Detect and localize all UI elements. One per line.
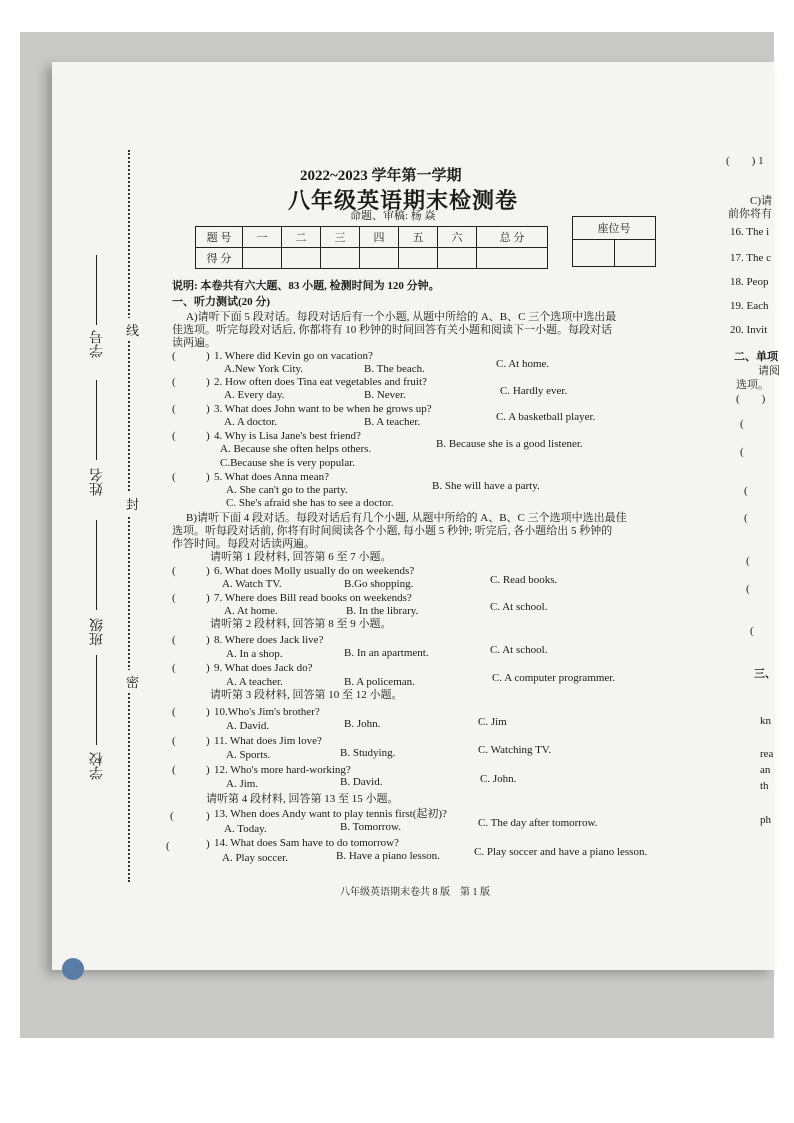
answer-paren: ( xyxy=(172,376,176,388)
seat-number-input[interactable] xyxy=(614,240,656,267)
student-id-label: 学号 xyxy=(90,330,105,358)
score-input[interactable] xyxy=(282,248,321,269)
seal-char-line: 线 xyxy=(126,318,139,341)
score-row-label: 得 分 xyxy=(196,248,243,269)
answer-paren-close: ) xyxy=(206,662,210,674)
option-c: C. She's afraid she has to see a doctor. xyxy=(226,497,394,509)
seal-char-seal: 封 xyxy=(126,492,139,515)
option-c: C. At home. xyxy=(496,358,550,370)
option-c: C. At school. xyxy=(490,601,548,613)
score-cell: 一 xyxy=(243,227,282,248)
option-a: A. A teacher. xyxy=(226,676,283,688)
answer-paren-close: ) xyxy=(206,810,210,822)
option-c: C. John. xyxy=(480,773,517,785)
option-b: B.Go shopping. xyxy=(344,578,414,590)
partA-instruction-2: 佳选项。听完每段对话后, 你都将有 10 秒钟的时间回答有关小题和阅读下一小题。每段对话 xyxy=(172,324,612,336)
option-c: C. At school. xyxy=(490,644,548,656)
score-cell: 二 xyxy=(282,227,321,248)
score-table xyxy=(195,226,548,269)
score-table-score-row xyxy=(196,248,548,269)
score-cell: 四 xyxy=(360,227,399,248)
partB-instruction-2: 选项。听每段对话前, 你将有时间阅读各个小题, 每小题 5 秒钟; 听完后, 各小题给出 5 秒钟的 xyxy=(172,525,613,537)
material-4-note: 请听第 4 段材料, 回答第 13 至 15 小题。 xyxy=(206,793,399,805)
option-a: A. In a shop. xyxy=(226,648,283,660)
right-page-text: 20. Invit xyxy=(730,324,768,336)
seal-char-secret: 密 xyxy=(126,670,139,693)
school-label: 学校 xyxy=(90,752,105,780)
option-b: B. Have a piano lesson. xyxy=(336,850,440,862)
score-cell: 五 xyxy=(399,227,438,248)
option-b: B. Tomorrow. xyxy=(340,821,401,833)
answer-paren-close: ) xyxy=(206,565,210,577)
exam-title: 八年级英语期末检测卷 xyxy=(288,188,519,213)
score-input[interactable] xyxy=(399,248,438,269)
question-text: 2. How often does Tina eat vegetables and fruit? xyxy=(214,376,427,388)
answer-paren: ( xyxy=(172,735,176,747)
score-input[interactable] xyxy=(438,248,477,269)
option-c: C. A basketball player. xyxy=(496,411,596,423)
option-b: B. Because she is a good listener. xyxy=(436,438,583,450)
right-page-text: 19. Each xyxy=(730,300,769,312)
partA-instruction-1: A)请听下面 5 段对话。每段对话后有一个小题, 从题中所给的 A、B、C 三个选项中选出最 xyxy=(186,311,617,323)
page-footer: 八年级英语期末卷共 8 版 第 1 版 xyxy=(340,887,490,898)
option-b: B. A policeman. xyxy=(344,676,415,688)
score-cell: 六 xyxy=(438,227,477,248)
option-a: A. Watch TV. xyxy=(222,578,282,590)
right-page-text: 前你将有 xyxy=(728,208,772,220)
option-c: C. Jim xyxy=(478,716,507,728)
score-cell: 总 分 xyxy=(477,227,548,248)
instructions: 说明: 本卷共有六大题、83 小题, 检测时间为 120 分钟。 xyxy=(172,280,440,292)
question-text: 14. What does Sam have to do tomorrow? xyxy=(214,837,399,849)
right-page-text: ( xyxy=(740,446,744,458)
answer-paren-close: ) xyxy=(206,735,210,747)
right-page-text: 选项。 xyxy=(736,379,769,391)
right-page-text: ( ) 1 xyxy=(726,155,764,167)
right-page-text: ph xyxy=(760,814,771,826)
option-a: A. Play soccer. xyxy=(222,852,288,864)
answer-paren: ( xyxy=(172,706,176,718)
answer-paren: ( xyxy=(170,810,174,822)
option-b: B. A teacher. xyxy=(364,416,421,428)
answer-paren: ( xyxy=(172,471,176,483)
answer-paren: ( xyxy=(172,430,176,442)
option-c: C. The day after tomorrow. xyxy=(478,817,598,829)
answer-paren-close: ) xyxy=(206,592,210,604)
answer-paren-close: ) xyxy=(206,764,210,776)
right-page-text: an xyxy=(760,764,771,776)
score-input[interactable] xyxy=(477,248,548,269)
question-text: 9. What does Jack do? xyxy=(214,662,313,674)
option-c: C. Hardly ever. xyxy=(500,385,568,397)
answer-paren-close: ) xyxy=(206,403,210,415)
option-c: C. Play soccer and have a piano lesson. xyxy=(474,846,648,858)
answer-paren-close: ) xyxy=(206,430,210,442)
material-3-note: 请听第 3 段材料, 回答第 10 至 12 小题。 xyxy=(210,689,403,701)
right-page-text: ( xyxy=(744,485,748,497)
right-page-text: kn xyxy=(760,715,771,727)
option-b: B. The beach. xyxy=(364,363,425,375)
option-a: A. David. xyxy=(226,720,270,732)
score-input[interactable] xyxy=(321,248,360,269)
option-a: A. Every day. xyxy=(224,389,285,401)
answer-paren: ( xyxy=(172,350,176,362)
option-b: B. She will have a party. xyxy=(432,480,540,492)
seat-number-box xyxy=(572,216,656,267)
option-b: B. Studying. xyxy=(340,747,396,759)
question-text: 3. What does John want to be when he grows up? xyxy=(214,403,432,415)
authors: 命题、审稿: 杨 焱 xyxy=(350,210,436,222)
binding-dotted-line xyxy=(128,150,130,882)
answer-paren-close: ) xyxy=(206,706,210,718)
answer-paren-close: ) xyxy=(206,376,210,388)
option-b: B. Never. xyxy=(364,389,406,401)
right-page-text: ( xyxy=(740,418,744,430)
right-page-text: ( xyxy=(744,512,748,524)
question-text: 13. When does Andy want to play tennis first(起初)? xyxy=(214,808,447,820)
right-page-text: 17. The c xyxy=(730,252,772,264)
student-id-field[interactable] xyxy=(96,255,111,325)
option-a: A. She can't go to the party. xyxy=(226,484,348,496)
right-page-text: 请阅 xyxy=(758,365,780,377)
score-input[interactable] xyxy=(243,248,282,269)
school-field[interactable] xyxy=(96,655,111,745)
option-b: B. David. xyxy=(340,776,383,788)
answer-paren: ( xyxy=(166,840,170,852)
question-text: 6. What does Molly usually do on weekends? xyxy=(214,565,415,577)
right-page-text: 18. Peop xyxy=(730,276,769,288)
question-text: 5. What does Anna mean? xyxy=(214,471,329,483)
score-input[interactable] xyxy=(360,248,399,269)
option-b: B. In an apartment. xyxy=(344,647,429,659)
question-text: 1. Where did Kevin go on vacation? xyxy=(214,350,373,362)
name-label: 姓名 xyxy=(90,468,105,496)
option-c: C. A computer programmer. xyxy=(492,672,616,684)
answer-paren-close: ) xyxy=(206,471,210,483)
answer-paren: ( xyxy=(172,662,176,674)
question-text: 8. Where does Jack live? xyxy=(214,634,324,646)
option-a: A. Sports. xyxy=(226,749,271,761)
option-c: C. Read books. xyxy=(490,574,558,586)
question-text: 10.Who's Jim's brother? xyxy=(214,706,320,718)
option-a: A. A doctor. xyxy=(224,416,278,428)
answer-paren: ( xyxy=(172,592,176,604)
option-b: B. John. xyxy=(344,718,381,730)
question-text: 7. Where does Bill read books on weekends? xyxy=(214,592,412,604)
right-page-text: ( xyxy=(746,555,750,567)
material-1-note: 请听第 1 段材料, 回答第 6 至 7 小题。 xyxy=(210,551,392,563)
next-page-sliver xyxy=(722,140,780,880)
answer-paren-close: ) xyxy=(206,634,210,646)
option-a: A. Because she often helps others. xyxy=(220,443,372,455)
year-title: 2022~2023 学年第一学期 xyxy=(300,168,462,184)
right-page-text: ( ) xyxy=(736,393,766,405)
answer-paren: ( xyxy=(172,565,176,577)
score-cell: 三 xyxy=(321,227,360,248)
right-page-text: rea xyxy=(760,748,774,760)
answer-paren-close: ) xyxy=(206,838,210,850)
question-text: 11. What does Jim love? xyxy=(214,735,322,747)
score-cell: 题 号 xyxy=(196,227,243,248)
option-a: A. Jim. xyxy=(226,778,259,790)
question-text: 4. Why is Lisa Jane's best friend? xyxy=(214,430,361,442)
question-text: 12. Who's more hard-working? xyxy=(214,764,351,776)
right-page-text: th xyxy=(760,780,769,792)
option-a: A. Today. xyxy=(224,823,267,835)
seat-number-label: 座位号 xyxy=(573,217,656,240)
partA-instruction-3: 读两遍。 xyxy=(172,337,216,349)
answer-paren: ( xyxy=(172,634,176,646)
option-c: C.Because she is very popular. xyxy=(220,457,356,469)
option-c: C. Watching TV. xyxy=(478,744,552,756)
answer-paren-close: ) xyxy=(206,350,210,362)
right-page-text: 二、单项 xyxy=(734,351,778,363)
answer-paren: ( xyxy=(172,403,176,415)
option-b: B. In the library. xyxy=(346,605,419,617)
partB-instruction-3: 作答时间。每段对话读两遍。 xyxy=(172,538,315,550)
publisher-logo-icon xyxy=(62,958,84,980)
seat-number-input[interactable] xyxy=(573,240,615,267)
option-a: A. At home. xyxy=(224,605,278,617)
name-field[interactable] xyxy=(96,380,111,460)
class-field[interactable] xyxy=(96,520,111,610)
right-page-text: 16. The i xyxy=(730,226,770,238)
class-label: 班级 xyxy=(90,618,105,646)
option-a: A.New York City. xyxy=(224,363,304,375)
right-page-text: ( xyxy=(746,583,750,595)
answer-paren: ( xyxy=(172,764,176,776)
score-table-header-row xyxy=(196,227,548,248)
right-page-text: 三、 xyxy=(754,668,776,680)
material-2-note: 请听第 2 段材料, 回答第 8 至 9 小题。 xyxy=(210,618,392,630)
partB-instruction-1: B)请听下面 4 段对话。每段对话后有几个小题, 从题中所给的 A、B、C 三个选项中选出最佳 xyxy=(186,512,627,524)
section1-title: 一、听力测试(20 分) xyxy=(172,296,271,308)
right-page-text: C)请 xyxy=(750,195,772,207)
right-page-text: ( xyxy=(750,625,754,637)
